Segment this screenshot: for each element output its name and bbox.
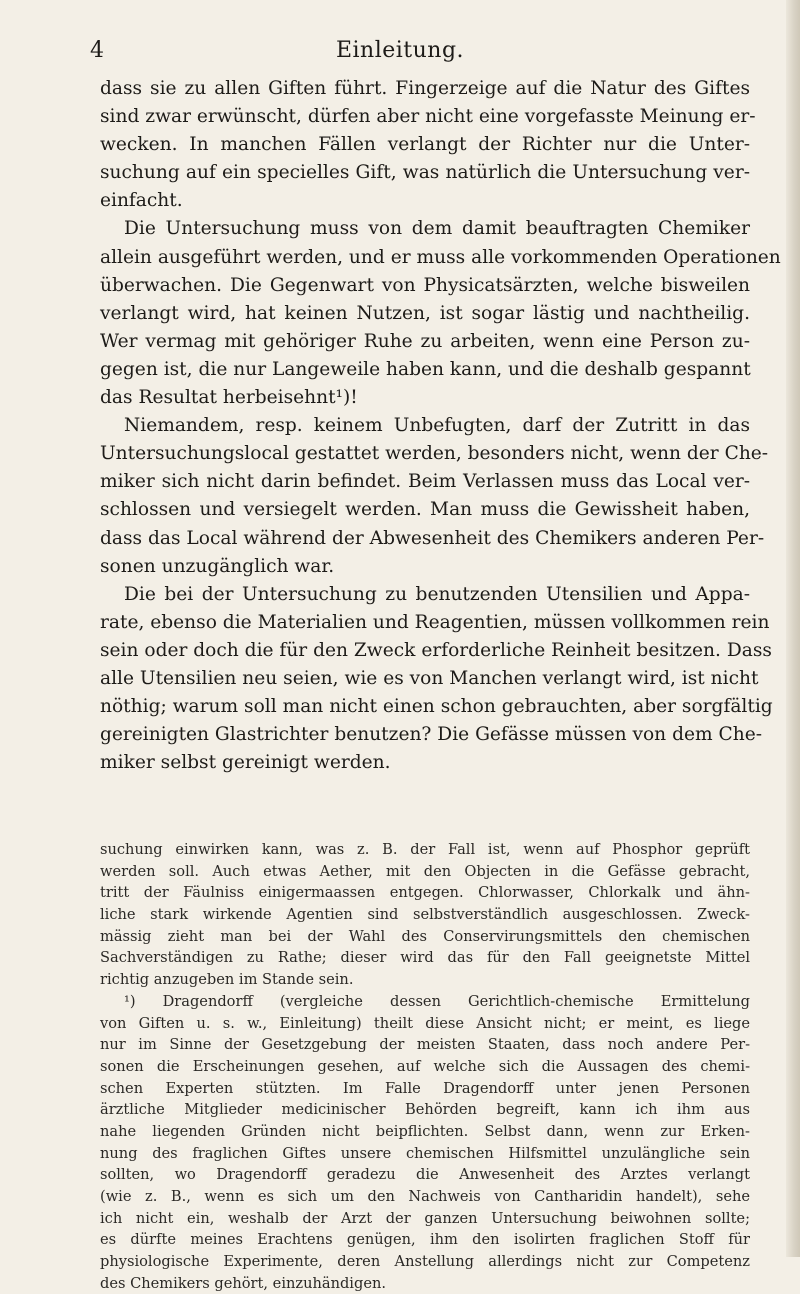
footnote-line: werden soll. Auch etwas Aether, mit den Objecten in die Gefässe gebracht,	[100, 862, 750, 880]
text-line: sind zwar erwünscht, dürfen aber nicht eine vorgefasste Meinung er-	[100, 106, 756, 128]
footnote-line: schen Experten stützten. Im Falle Dragendorff unter jenen Personen	[100, 1079, 750, 1097]
text-line: miker selbst gereinigt werden.	[100, 752, 391, 774]
text-line: gegen ist, die nur Langeweile haben kann, und die deshalb gespannt	[100, 358, 751, 380]
page-edge-shadow	[786, 0, 800, 1257]
footnote-line: sonen die Erscheinungen gesehen, auf welche sich die Aussagen des chemi-	[100, 1057, 750, 1075]
text-line: suchung auf ein specielles Gift, was natürlich die Untersuchung ver-	[100, 162, 750, 184]
footnote-line: suchung einwirken kann, was z. B. der Fall ist, wenn auf Phosphor geprüft	[100, 841, 750, 858]
text-line: Untersuchungslocal gestattet werden, besonders nicht, wenn der Che-	[100, 443, 769, 465]
footnote-line: von Giften u. s. w., Einleitung) theilt diese Ansicht nicht; er meint, es liege	[100, 1014, 750, 1032]
text-line: Niemandem, resp. keinem Unbefugten, darf der Zutritt in das	[124, 415, 750, 437]
footnote-line: des Chemikers gehört, einzuhändigen.	[100, 1274, 386, 1292]
footnotes	[100, 839, 750, 1294]
footnote-line: mässig zieht man bei der Wahl des Conservirungsmittels den chemischen	[100, 927, 750, 945]
footnote-line: Sachverständigen zu Rathe; dieser wird das für den Fall geeignetste Mittel	[100, 949, 750, 967]
page-number: 4	[90, 38, 104, 63]
footnote-line: nur im Sinne der Gesetzgebung der meisten Staaten, dass noch andere Per-	[100, 1036, 750, 1054]
text-line: rate, ebenso die Materialien und Reagentien, müssen vollkommen rein	[100, 611, 770, 633]
text-line: Die Untersuchung muss von dem damit beauftragten Chemiker	[124, 218, 750, 240]
text-line: sonen unzugänglich war.	[100, 555, 335, 577]
text-line: miker sich nicht darin befindet. Beim Verlassen muss das Local ver-	[100, 471, 750, 493]
text-line: Die bei der Untersuchung zu benutzenden Utensilien und Appa-	[124, 583, 750, 605]
text-line: allein ausgeführt werden, und er muss alle vorkommenden Operationen	[100, 246, 781, 268]
main-text	[100, 75, 781, 777]
footnote-line: sollten, wo Dragendorff geradezu die Anwesenheit des Arztes verlangt	[100, 1166, 750, 1184]
footnote-line: ärztliche Mitglieder medicinischer Behörden begreift, kann ich ihm aus	[100, 1101, 750, 1119]
running-header	[0, 38, 800, 68]
text-line: alle Utensilien neu seien, wie es von Manchen verlangt wird, ist nicht	[100, 667, 759, 689]
text-line: verlangt wird, hat keinen Nutzen, ist sogar lästig und nachtheilig.	[100, 302, 750, 324]
text-line: schlossen und versiegelt werden. Man muss die Gewissheit haben,	[100, 499, 750, 521]
footnote-line: ¹) Dragendorff (vergleiche dessen Gerichtlich-chemische Ermittelung	[124, 992, 750, 1010]
text-line: nöthig; warum soll man nicht einen schon gebrauchten, aber sorgfältig	[100, 696, 773, 718]
footnote-line: nahe liegenden Gründen nicht beipflichten. Selbst dann, wenn zur Erken-	[100, 1122, 750, 1140]
text-line: sein oder doch die für den Zweck erforderliche Reinheit besitzen. Dass	[100, 639, 772, 661]
text-line: gereinigten Glastrichter benutzen? Die Gefässe müssen von dem Che-	[100, 724, 763, 746]
footnote-line: (wie z. B., wenn es sich um den Nachweis von Cantharidin handelt), sehe	[100, 1188, 750, 1205]
text-line: dass das Local während der Abwesenheit des Chemikers anderen Per-	[100, 527, 765, 549]
footnote-line: liche stark wirkende Agentien sind selbstverständlich ausgeschlossen. Zweck-	[100, 906, 750, 924]
text-line: überwachen. Die Gegenwart von Physicatsärzten, welche bisweilen	[100, 274, 750, 296]
text-line: Wer vermag mit gehöriger Ruhe zu arbeiten, wenn eine Person zu-	[100, 330, 750, 352]
running-title: Einleitung.	[335, 38, 465, 63]
text-line: wecken. In manchen Fällen verlangt der Richter nur die Unter-	[100, 134, 750, 156]
footnote-line: richtig anzugeben im Stande sein.	[100, 971, 354, 989]
footnote-line: ich nicht ein, weshalb der Arzt der ganzen Untersuchung beiwohnen sollte;	[100, 1209, 750, 1227]
footnote-line: physiologische Experimente, deren Anstellung allerdings nicht zur Competenz	[100, 1253, 750, 1271]
text-line: das Resultat herbeisehnt¹)!	[100, 387, 358, 409]
footnote-line: nung des fraglichen Giftes unsere chemischen Hilfsmittel unzulängliche sein	[100, 1144, 750, 1162]
footnote-line: tritt der Fäulniss einigermaassen entgegen. Chlorwasser, Chlorkalk und ähn-	[100, 884, 750, 902]
footnote-line: es dürfte meines Erachtens genügen, ihm den isolirten fraglichen Stoff für	[100, 1231, 750, 1249]
text-line: einfacht.	[100, 190, 183, 212]
text-line: dass sie zu allen Giften führt. Fingerzeige auf die Natur des Giftes	[100, 78, 750, 99]
